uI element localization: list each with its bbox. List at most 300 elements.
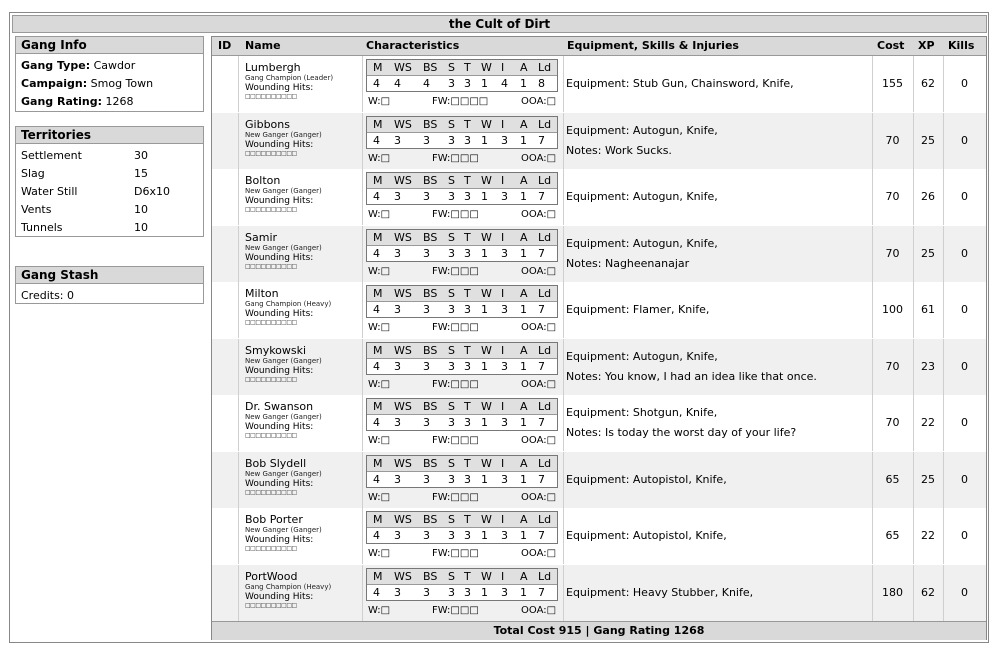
stat-label: W bbox=[481, 456, 492, 470]
stat-value: 1 bbox=[481, 190, 488, 203]
stat-value: 3 bbox=[423, 246, 430, 260]
stat-value: 3 bbox=[394, 359, 401, 373]
territory-name: Settlement bbox=[21, 149, 82, 162]
territories-heading: Territories bbox=[16, 127, 203, 144]
stat-label: S bbox=[448, 117, 455, 131]
gang-type: Gang Type: Cawdor bbox=[21, 59, 136, 72]
equipment-cell bbox=[566, 508, 866, 564]
stat-label: T bbox=[464, 343, 471, 357]
territory-value: 15 bbox=[134, 167, 148, 180]
stat-value: 3 bbox=[423, 472, 430, 486]
wounding-hit-boxes[interactable]: □□□□□□□□□□ bbox=[245, 319, 297, 326]
territory-value: 30 bbox=[134, 149, 148, 162]
stat-value: 1 bbox=[520, 359, 527, 373]
stat-label: BS bbox=[423, 456, 438, 470]
equipment-text: Equipment: Flamer, Knife, bbox=[566, 303, 710, 316]
stat-label: M bbox=[373, 456, 383, 470]
ganger-row bbox=[212, 508, 986, 564]
out-of-action-box[interactable]: OOA:□ bbox=[521, 209, 557, 220]
equipment-text: Equipment: Stub Gun, Chainsword, Knife, bbox=[566, 77, 794, 90]
wounding-hit-boxes[interactable]: □□□□□□□□□□ bbox=[245, 149, 297, 157]
notes-text: Notes: Nagheenanajar bbox=[566, 256, 690, 270]
ganger-row bbox=[212, 282, 986, 338]
ganger-name[interactable]: Smykowski bbox=[245, 343, 307, 357]
stat-label: W bbox=[481, 287, 492, 300]
flesh-wound-boxes[interactable]: FW:□□□ bbox=[432, 209, 479, 220]
stat-label: S bbox=[448, 61, 455, 74]
stat-value: 3 bbox=[394, 190, 401, 203]
ganger-cost: 65 bbox=[885, 472, 900, 486]
stat-value: 3 bbox=[394, 303, 401, 316]
ganger-type: New Ganger (Ganger) bbox=[245, 413, 322, 421]
stat-label: S bbox=[448, 230, 455, 244]
stat-value: 7 bbox=[538, 190, 545, 203]
stat-label: M bbox=[373, 513, 383, 526]
stat-label: W bbox=[481, 513, 492, 526]
stat-label: I bbox=[501, 343, 505, 357]
ganger-name-cell bbox=[245, 570, 365, 610]
ganger-kills: 0 bbox=[961, 246, 968, 260]
territory-row bbox=[21, 147, 198, 165]
stat-value: 3 bbox=[394, 529, 401, 542]
gang-stash-panel bbox=[15, 266, 204, 304]
ganger-name-cell bbox=[245, 287, 365, 327]
out-of-action-box[interactable]: OOA:□ bbox=[521, 548, 557, 559]
characteristics-table bbox=[366, 342, 558, 375]
characteristics-table bbox=[366, 511, 558, 544]
stat-label: WS bbox=[394, 456, 412, 470]
flesh-wound-boxes[interactable]: FW:□□□ bbox=[432, 491, 479, 503]
stat-label: Ld bbox=[538, 569, 552, 583]
gang-stash-heading: Gang Stash bbox=[16, 267, 203, 284]
stat-label: S bbox=[448, 456, 455, 470]
stat-value: 3 bbox=[394, 472, 401, 486]
ganger-xp: 62 bbox=[921, 77, 935, 90]
territory-value: 10 bbox=[134, 203, 148, 216]
out-of-action-box[interactable]: OOA:□ bbox=[521, 435, 557, 446]
out-of-action-box[interactable]: OOA:□ bbox=[521, 378, 557, 390]
flesh-wound-boxes[interactable]: FW:□□□ bbox=[432, 152, 479, 164]
stat-label: I bbox=[501, 456, 505, 470]
wound-box[interactable]: W:□ bbox=[368, 322, 391, 333]
wound-box[interactable]: W:□ bbox=[368, 548, 391, 559]
territory-row bbox=[21, 165, 198, 183]
stat-label: T bbox=[464, 287, 471, 300]
characteristics-table bbox=[366, 285, 558, 318]
stat-label: BS bbox=[423, 117, 438, 131]
stat-value: 3 bbox=[501, 246, 508, 260]
injury-tracker bbox=[368, 152, 560, 166]
stat-label: BS bbox=[423, 513, 438, 526]
stat-label: M bbox=[373, 174, 383, 187]
wounding-hit-boxes[interactable]: □□□□□□□□□□ bbox=[245, 601, 297, 609]
flesh-wound-boxes[interactable]: FW:□□□□ bbox=[432, 96, 489, 107]
wounding-hits-label: Wounding Hits: bbox=[245, 309, 314, 319]
stat-value: 3 bbox=[464, 529, 471, 542]
wound-box[interactable]: W:□ bbox=[368, 152, 391, 164]
wounding-hits-label: Wounding Hits: bbox=[245, 196, 314, 206]
roster-table bbox=[211, 36, 987, 640]
injury-tracker bbox=[368, 95, 560, 109]
ganger-cost: 70 bbox=[885, 133, 900, 147]
ganger-name[interactable]: Milton bbox=[245, 287, 279, 300]
ganger-row bbox=[212, 452, 986, 508]
stat-label: I bbox=[501, 513, 505, 526]
ganger-kills: 0 bbox=[961, 416, 968, 429]
characteristics-table bbox=[366, 568, 558, 601]
characteristics-table bbox=[366, 455, 558, 488]
stat-value: 1 bbox=[520, 529, 527, 542]
stat-value: 3 bbox=[448, 359, 455, 373]
stat-label: BS bbox=[423, 343, 438, 357]
stat-value: 3 bbox=[464, 416, 471, 429]
stat-value: 3 bbox=[423, 133, 430, 147]
stat-label: BS bbox=[423, 174, 438, 187]
equipment-text: Equipment: Autogun, Knife, bbox=[566, 236, 718, 250]
stat-label: M bbox=[373, 117, 383, 131]
stat-value: 7 bbox=[538, 303, 545, 316]
stat-label: WS bbox=[394, 569, 412, 583]
stat-value: 3 bbox=[448, 246, 455, 260]
col-kills: Kills bbox=[948, 39, 975, 52]
stat-label: W bbox=[481, 569, 492, 583]
stat-label: W bbox=[481, 117, 492, 131]
stat-value: 3 bbox=[394, 133, 401, 147]
characteristics-table bbox=[366, 398, 558, 431]
stash-credits: Credits: 0 bbox=[21, 289, 75, 302]
ganger-xp: 25 bbox=[921, 246, 935, 260]
stat-value: 3 bbox=[501, 303, 508, 316]
col-cost: Cost bbox=[877, 39, 905, 52]
ganger-cost: 70 bbox=[885, 416, 900, 429]
stat-label: W bbox=[481, 343, 492, 357]
stat-value: 4 bbox=[373, 246, 380, 260]
stat-label: Ld bbox=[538, 456, 552, 470]
stat-value: 3 bbox=[448, 529, 455, 542]
stat-label: WS bbox=[394, 117, 412, 131]
stat-value: 3 bbox=[501, 359, 508, 373]
stat-value: 3 bbox=[501, 133, 508, 147]
injury-tracker bbox=[368, 378, 560, 392]
wounding-hit-boxes[interactable]: □□□□□□□□□□ bbox=[245, 375, 297, 383]
stat-label: M bbox=[373, 400, 383, 413]
territory-name: Vents bbox=[21, 203, 52, 216]
ganger-name[interactable]: Samir bbox=[245, 230, 278, 244]
territory-row bbox=[21, 219, 198, 237]
wounding-hits-label: Wounding Hits: bbox=[245, 252, 314, 263]
stat-label: T bbox=[464, 174, 471, 187]
ganger-cost: 70 bbox=[885, 190, 900, 203]
stat-value: 3 bbox=[423, 303, 430, 316]
stat-value: 7 bbox=[538, 359, 545, 373]
stat-value: 3 bbox=[501, 472, 508, 486]
stat-value: 1 bbox=[481, 246, 488, 260]
ganger-cost: 70 bbox=[885, 246, 900, 260]
stat-value: 3 bbox=[448, 585, 455, 599]
stat-label: T bbox=[464, 230, 471, 244]
stat-value: 3 bbox=[423, 529, 430, 542]
stat-label: W bbox=[481, 174, 492, 187]
ganger-row bbox=[212, 395, 986, 451]
stat-label: S bbox=[448, 287, 455, 300]
notes-text: Notes: You know, I had an idea like that once. bbox=[566, 369, 817, 383]
out-of-action-box[interactable]: OOA:□ bbox=[521, 604, 557, 616]
stat-value: 7 bbox=[538, 416, 545, 429]
stat-value: 1 bbox=[481, 359, 488, 373]
stat-value: 3 bbox=[464, 190, 471, 203]
stat-label: I bbox=[501, 569, 505, 583]
gang-rating: Gang Rating: 1268 bbox=[21, 95, 134, 108]
wounding-hit-boxes[interactable]: □□□□□□□□□□ bbox=[245, 93, 297, 100]
ganger-xp: 62 bbox=[921, 585, 935, 599]
stat-value: 4 bbox=[373, 303, 380, 316]
campaign: Campaign: Smog Town bbox=[21, 77, 154, 90]
stat-label: W bbox=[481, 61, 492, 74]
col-equipment: Equipment, Skills & Injuries bbox=[567, 39, 739, 52]
stat-label: Ld bbox=[538, 513, 552, 526]
ganger-name[interactable]: Gibbons bbox=[245, 117, 290, 131]
equipment-cell bbox=[566, 452, 866, 508]
wound-box[interactable]: W:□ bbox=[368, 265, 391, 277]
ganger-cost: 65 bbox=[885, 529, 900, 542]
ganger-cost: 100 bbox=[882, 303, 903, 316]
ganger-kills: 0 bbox=[961, 585, 968, 599]
ganger-kills: 0 bbox=[961, 359, 968, 373]
ganger-name[interactable]: Bolton bbox=[245, 174, 281, 187]
ganger-type: Gang Champion (Leader) bbox=[245, 74, 334, 82]
stat-value: 3 bbox=[464, 585, 471, 599]
wounding-hit-boxes[interactable]: □□□□□□□□□□ bbox=[245, 206, 297, 213]
characteristics-table bbox=[366, 172, 558, 205]
wound-box[interactable]: W:□ bbox=[368, 435, 391, 446]
wounding-hits-label: Wounding Hits: bbox=[245, 422, 314, 432]
stat-label: M bbox=[373, 287, 383, 300]
stat-label: M bbox=[373, 569, 383, 583]
wounding-hits-label: Wounding Hits: bbox=[245, 365, 314, 376]
stat-label: WS bbox=[394, 174, 412, 187]
flesh-wound-boxes[interactable]: FW:□□□ bbox=[432, 548, 479, 559]
stat-label: WS bbox=[394, 61, 412, 74]
flesh-wound-boxes[interactable]: FW:□□□ bbox=[432, 322, 479, 333]
equipment-text: Equipment: Autopistol, Knife, bbox=[566, 472, 727, 486]
wounding-hit-boxes[interactable]: □□□□□□□□□□ bbox=[245, 262, 297, 270]
ganger-name-cell bbox=[245, 174, 365, 214]
stat-value: 7 bbox=[538, 529, 545, 542]
out-of-action-box[interactable]: OOA:□ bbox=[521, 96, 557, 107]
territory-name: Slag bbox=[21, 167, 45, 180]
ganger-row bbox=[212, 565, 986, 621]
stat-value: 3 bbox=[423, 585, 430, 599]
stat-value: 3 bbox=[464, 359, 471, 373]
stat-label: A bbox=[520, 174, 528, 187]
stat-value: 3 bbox=[423, 190, 430, 203]
stat-value: 4 bbox=[373, 77, 380, 90]
notes-text: Notes: Is today the worst day of your life? bbox=[566, 426, 797, 439]
stat-label: M bbox=[373, 343, 383, 357]
flesh-wound-boxes[interactable]: FW:□□□ bbox=[432, 435, 479, 446]
stat-value: 8 bbox=[538, 77, 545, 90]
ganger-name-cell bbox=[245, 344, 365, 384]
wounding-hits-label: Wounding Hits: bbox=[245, 478, 314, 489]
injury-tracker bbox=[368, 491, 560, 505]
notes-text: Notes: Work Sucks. bbox=[566, 143, 672, 157]
ganger-name[interactable]: Lumbergh bbox=[245, 61, 301, 74]
col-name: Name bbox=[245, 39, 281, 52]
stat-label: Ld bbox=[538, 61, 552, 74]
wounding-hit-boxes[interactable]: □□□□□□□□□□ bbox=[245, 432, 297, 439]
stat-value: 3 bbox=[501, 529, 508, 542]
stat-value: 3 bbox=[464, 77, 471, 90]
injury-tracker bbox=[368, 208, 560, 222]
ganger-row bbox=[212, 339, 986, 395]
stat-value: 1 bbox=[520, 416, 527, 429]
ganger-type: New Ganger (Ganger) bbox=[245, 469, 322, 478]
ganger-type: New Ganger (Ganger) bbox=[245, 243, 322, 252]
ganger-kills: 0 bbox=[961, 190, 968, 203]
stat-label: Ld bbox=[538, 287, 552, 300]
ganger-row bbox=[212, 56, 986, 112]
stat-value: 3 bbox=[464, 472, 471, 486]
wound-box[interactable]: W:□ bbox=[368, 96, 391, 107]
injury-tracker bbox=[368, 547, 560, 561]
stat-label: I bbox=[501, 174, 505, 187]
ganger-cost: 70 bbox=[885, 359, 900, 373]
stat-label: A bbox=[520, 569, 528, 583]
stat-label: BS bbox=[423, 287, 438, 300]
injury-tracker bbox=[368, 434, 560, 448]
ganger-type: Gang Champion (Heavy) bbox=[245, 582, 332, 591]
out-of-action-box[interactable]: OOA:□ bbox=[521, 265, 557, 277]
ganger-xp: 26 bbox=[921, 190, 935, 203]
out-of-action-box[interactable]: OOA:□ bbox=[521, 322, 557, 333]
stat-value: 3 bbox=[501, 585, 508, 599]
ganger-name-cell bbox=[245, 400, 365, 440]
stat-value: 1 bbox=[481, 529, 488, 542]
stat-value: 1 bbox=[481, 303, 488, 316]
stat-label: A bbox=[520, 513, 528, 526]
ganger-kills: 0 bbox=[961, 303, 968, 316]
territory-row bbox=[21, 201, 198, 219]
stat-label: Ld bbox=[538, 174, 552, 187]
characteristics-table bbox=[366, 116, 558, 149]
stat-label: I bbox=[501, 61, 505, 74]
injury-tracker bbox=[368, 604, 560, 618]
stat-label: I bbox=[501, 400, 505, 413]
equipment-cell bbox=[566, 113, 866, 169]
stat-value: 4 bbox=[423, 77, 430, 90]
equipment-text: Equipment: Autogun, Knife, bbox=[566, 190, 718, 203]
stat-label: W bbox=[481, 230, 492, 244]
stat-value: 4 bbox=[373, 472, 380, 486]
stat-value: 3 bbox=[501, 416, 508, 429]
wounding-hits-label: Wounding Hits: bbox=[245, 535, 314, 545]
ganger-name[interactable]: Bob Porter bbox=[245, 513, 303, 526]
flesh-wound-boxes[interactable]: FW:□□□ bbox=[432, 604, 479, 616]
wounding-hits-label: Wounding Hits: bbox=[245, 83, 314, 93]
ganger-kills: 0 bbox=[961, 529, 968, 542]
ganger-name[interactable]: PortWood bbox=[245, 569, 298, 583]
stat-value: 1 bbox=[481, 416, 488, 429]
stat-value: 3 bbox=[448, 190, 455, 203]
stat-label: S bbox=[448, 174, 455, 187]
injury-tracker bbox=[368, 265, 560, 279]
wound-box[interactable]: W:□ bbox=[368, 378, 391, 390]
equipment-cell bbox=[566, 226, 866, 282]
wounding-hit-boxes[interactable]: □□□□□□□□□□ bbox=[245, 488, 297, 496]
ganger-type: New Ganger (Ganger) bbox=[245, 356, 322, 365]
wound-box[interactable]: W:□ bbox=[368, 209, 391, 220]
wound-box[interactable]: W:□ bbox=[368, 604, 391, 616]
stat-label: T bbox=[464, 456, 471, 470]
stat-value: 3 bbox=[448, 133, 455, 147]
wounding-hit-boxes[interactable]: □□□□□□□□□□ bbox=[245, 545, 297, 552]
stat-label: S bbox=[448, 513, 455, 526]
stat-value: 1 bbox=[520, 246, 527, 260]
ganger-cost: 180 bbox=[882, 585, 903, 599]
out-of-action-box[interactable]: OOA:□ bbox=[521, 491, 557, 503]
stat-label: S bbox=[448, 343, 455, 357]
ganger-name[interactable]: Bob Slydell bbox=[245, 456, 307, 470]
out-of-action-box[interactable]: OOA:□ bbox=[521, 152, 557, 164]
stat-label: S bbox=[448, 569, 455, 583]
stat-value: 4 bbox=[394, 77, 401, 90]
ganger-kills: 0 bbox=[961, 77, 968, 90]
stat-label: A bbox=[520, 343, 528, 357]
equipment-text: Equipment: Autogun, Knife, bbox=[566, 123, 718, 137]
flesh-wound-boxes[interactable]: FW:□□□ bbox=[432, 378, 479, 390]
stat-value: 4 bbox=[373, 416, 380, 429]
stat-value: 4 bbox=[373, 133, 380, 147]
wound-box[interactable]: W:□ bbox=[368, 491, 391, 503]
col-xp: XP bbox=[918, 39, 935, 52]
stat-label: WS bbox=[394, 230, 412, 244]
stat-value: 1 bbox=[481, 472, 488, 486]
stat-value: 7 bbox=[538, 246, 545, 260]
stat-label: T bbox=[464, 117, 471, 131]
stat-label: Ld bbox=[538, 343, 552, 357]
stat-value: 1 bbox=[481, 585, 488, 599]
stat-label: M bbox=[373, 230, 383, 244]
territory-value: 10 bbox=[134, 221, 148, 234]
stat-label: WS bbox=[394, 513, 412, 526]
stat-value: 3 bbox=[394, 416, 401, 429]
stat-value: 7 bbox=[538, 133, 545, 147]
stat-value: 4 bbox=[373, 529, 380, 542]
stat-label: BS bbox=[423, 230, 438, 244]
ganger-name-cell bbox=[245, 231, 365, 271]
stat-label: A bbox=[520, 456, 528, 470]
stat-label: BS bbox=[423, 569, 438, 583]
ganger-xp: 22 bbox=[921, 529, 935, 542]
stat-value: 3 bbox=[464, 303, 471, 316]
table-footer-totals: Total Cost 915 | Gang Rating 1268 bbox=[212, 621, 986, 640]
stat-value: 3 bbox=[464, 246, 471, 260]
ganger-name-cell bbox=[245, 61, 365, 101]
stat-value: 1 bbox=[520, 303, 527, 316]
stat-label: W bbox=[481, 400, 492, 413]
ganger-xp: 25 bbox=[921, 472, 935, 486]
territory-name: Water Still bbox=[21, 185, 78, 198]
flesh-wound-boxes[interactable]: FW:□□□ bbox=[432, 265, 479, 277]
stat-label: S bbox=[448, 400, 455, 413]
stat-label: A bbox=[520, 287, 528, 300]
stat-label: T bbox=[464, 513, 471, 526]
territory-name: Tunnels bbox=[21, 221, 63, 234]
ganger-name[interactable]: Dr. Swanson bbox=[245, 400, 314, 413]
table-header bbox=[212, 37, 986, 56]
stat-label: A bbox=[520, 117, 528, 131]
stat-label: I bbox=[501, 287, 505, 300]
